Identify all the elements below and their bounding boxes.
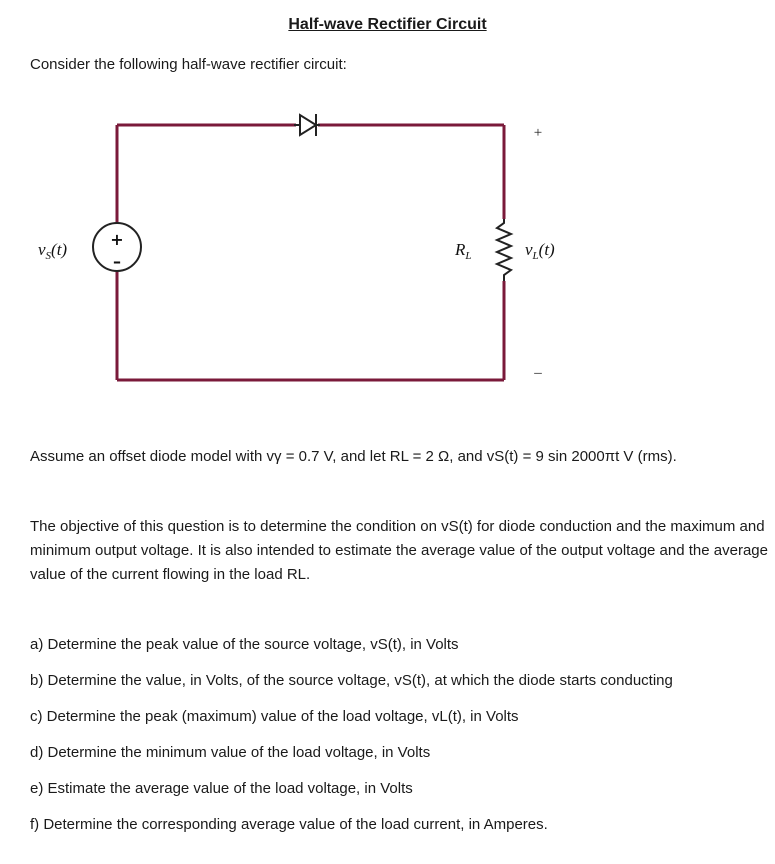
load-plus-sign: +: [533, 125, 543, 141]
question-c: c) Determine the peak (maximum) value of the load voltage, vL(t), in Volts: [30, 708, 519, 725]
circuit-wires: [117, 125, 504, 380]
source-plus-sign: +: [110, 230, 124, 249]
load-voltage-label: $v_L(t)$: [525, 240, 555, 262]
question-e: e) Estimate the average value of the load voltage, in Volts: [30, 780, 413, 797]
question-f: f) Determine the corresponding average value of the load current, in Amperes.: [30, 816, 548, 833]
page-title: Half-wave Rectifier Circuit: [288, 16, 487, 33]
intro-text: Consider the following half-wave rectifier circuit:: [30, 56, 347, 73]
circuit-diagram: [0, 95, 775, 395]
question-d: d) Determine the minimum value of the load voltage, in Volts: [30, 744, 431, 761]
assumption-text: Assume an offset diode model with vγ = 0.7 V, and let RL = 2 Ω, and vS(t) = 9 sin 2000πt V (rms).: [30, 448, 677, 465]
objective-paragraph: The objective of this question is to determine the condition on vS(t) for diode conduction and the maximum and minimum output voltage. It is also intended to estimate the average value of the output voltage and the average value of the current flowing in the load RL.: [30, 518, 768, 583]
question-a: a) Determine the peak value of the source voltage, vS(t), in Volts: [30, 636, 459, 653]
source-minus-sign: –: [113, 252, 121, 271]
load-minus-sign: –: [534, 365, 542, 381]
question-b: b) Determine the value, in Volts, of the source voltage, vS(t), at which the diode starts conducting: [30, 672, 673, 689]
source-voltage-label: $v_S(t)$: [38, 240, 68, 262]
resistor-icon: [497, 219, 511, 281]
resistor-label: $R_L$: [455, 240, 472, 262]
voltage-source-icon: [93, 223, 141, 271]
diode-icon: [294, 114, 320, 136]
